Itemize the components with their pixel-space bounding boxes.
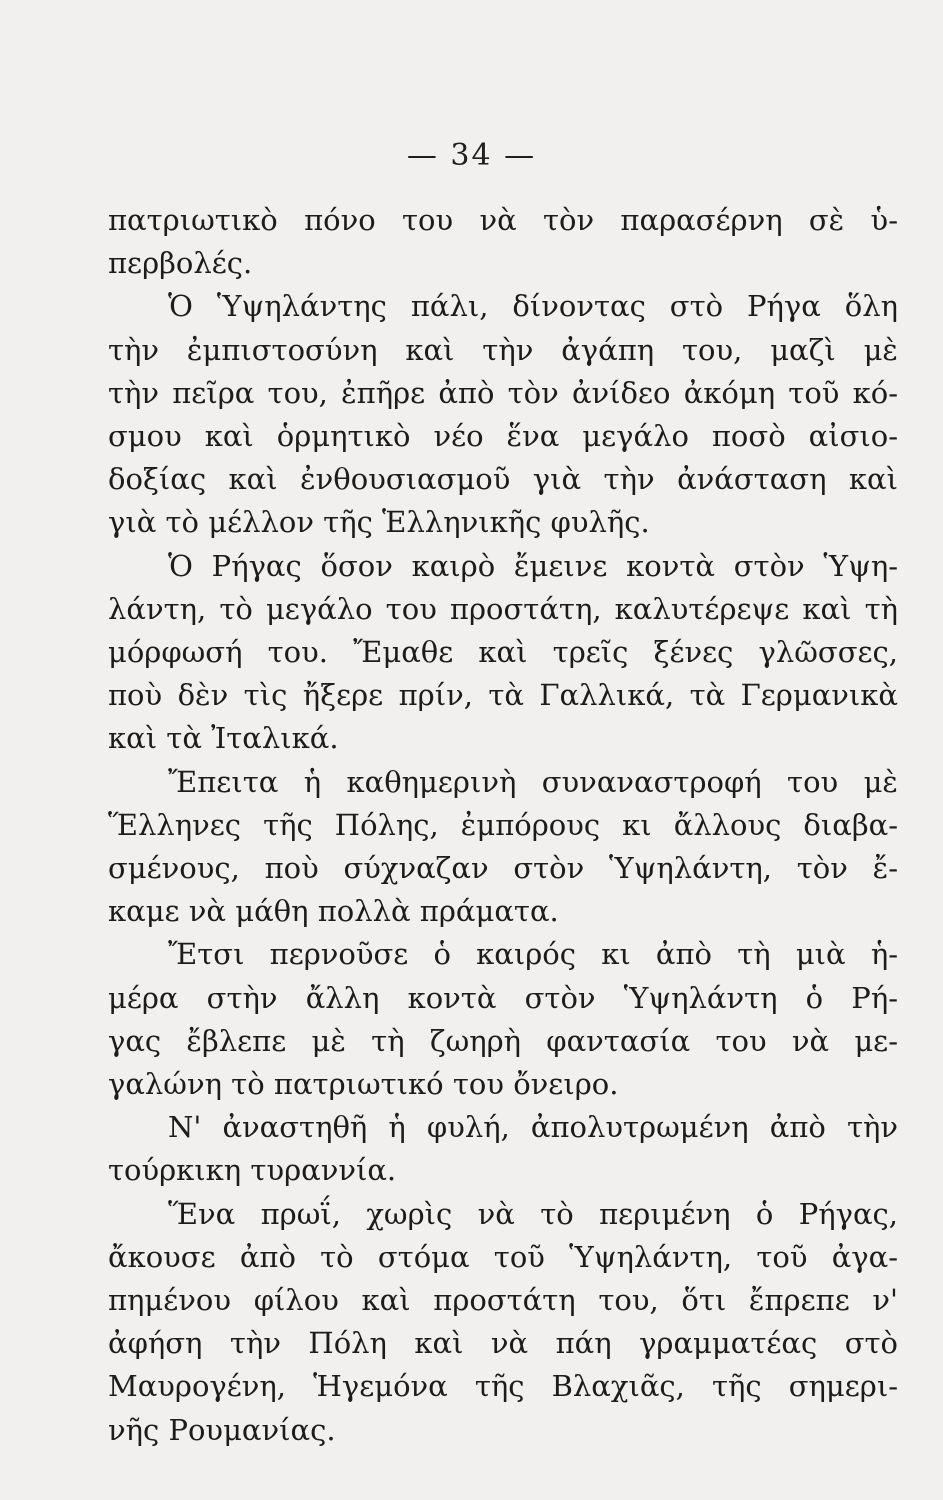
text-line: Ὁ Ρήγας ὅσον καιρὸ ἔμεινε κοντὰ στὸν Ὑψη- <box>168 548 898 583</box>
text-line: Ἕλληνες τῆς Πόλης, ἐμπόρους κι ἄλλους διαβα- <box>108 807 898 842</box>
text-line: τὴν ἐμπιστοσύνη καὶ τὴν ἀγάπη του, μαζὶ μὲ <box>108 332 898 367</box>
text-line: σμου καὶ ὁρμητικὸ νέο ἕνα μεγάλο ποσὸ αἰσιο- <box>108 419 898 453</box>
text-line: περβολές. <box>108 246 253 281</box>
text-line: πατριωτικὸ πόνο του νὰ τὸν παρασέρνη σὲ ὑ- <box>108 203 898 237</box>
text-line: μέρα στὴν ἄλλη κοντὰ στὸν Ὑψηλάντη ὁ Ρή- <box>108 980 898 1015</box>
text-line: μόρφωσή του. Ἔμαθε καὶ τρεῖς ξένες γλῶσσες, <box>108 635 898 669</box>
text-line: Ν' ἀναστηθῆ ἡ φυλή, ἀπολυτρωμένη ἀπὸ τὴν <box>168 1110 898 1145</box>
text-line: σμένους, ποὺ σύχναζαν στὸν Ὑψηλάντη, τὸν ἔ- <box>108 851 898 885</box>
text-line: τούρκικη τυραννία. <box>108 1153 397 1188</box>
text-line: ἀφήση τὴν Πόλη καὶ νὰ πάη γραμματέας στὸ <box>108 1326 898 1361</box>
text-line: γιὰ τὸ μέλλον τῆς Ἑλληνικῆς φυλῆς. <box>108 505 650 540</box>
text-line: Μαυρογένη, Ἡγεμόνα τῆς Βλαχιᾶς, τῆς σημερι- <box>108 1369 898 1404</box>
text-line: καὶ τὰ Ἰταλικά. <box>108 721 339 756</box>
text-line: πημένου φίλου καὶ προστάτη του, ὅτι ἔπρεπε ν' <box>108 1283 898 1317</box>
text-line: ποὺ δὲν τὶς ἤξερε πρίν, τὰ Γαλλικά, τὰ Γερμανικὰ <box>108 678 898 713</box>
text-line: τὴν πεῖρα του, ἐπῆρε ἀπὸ τὸν ἀνίδεο ἀκόμη τοῦ κό- <box>108 375 898 410</box>
text-line: καμε νὰ μάθη πολλὰ πράματα. <box>108 894 559 929</box>
text-line: Ἔτσι περνοῦσε ὁ καιρός κι ἀπὸ τὴ μιὰ ἡ- <box>168 937 898 972</box>
text-line: δοξίας καὶ ἐνθουσιασμοῦ γιὰ τὴν ἀνάσταση καὶ <box>108 462 898 497</box>
text-line: λάντη, τὸ μεγάλο του προστάτη, καλυτέρεψε καὶ τὴ <box>108 591 898 626</box>
text-line: γαλώνη τὸ πατριωτικό του ὄνειρο. <box>108 1067 619 1101</box>
page-number: — 34 — <box>406 138 537 173</box>
text-line: Ἕνα πρωΐ, χωρὶς νὰ τὸ περιμένη ὁ Ρήγας, <box>168 1196 898 1231</box>
text-line: Ὁ Ὑψηλάντης πάλι, δίνοντας στὸ Ρήγα ὅλη <box>168 289 898 324</box>
text-line: Ἔπειτα ἡ καθημερινὴ συναναστροφή του μὲ <box>168 764 898 799</box>
text-line: γας ἔβλεπε μὲ τὴ ζωηρὴ φαντασία του νὰ με- <box>108 1023 898 1058</box>
text-line: ἄκουσε ἀπὸ τὸ στόμα τοῦ Ὑψηλάντη, τοῦ ἀγα- <box>108 1239 898 1274</box>
text-line: νῆς Ρουμανίας. <box>108 1412 336 1447</box>
